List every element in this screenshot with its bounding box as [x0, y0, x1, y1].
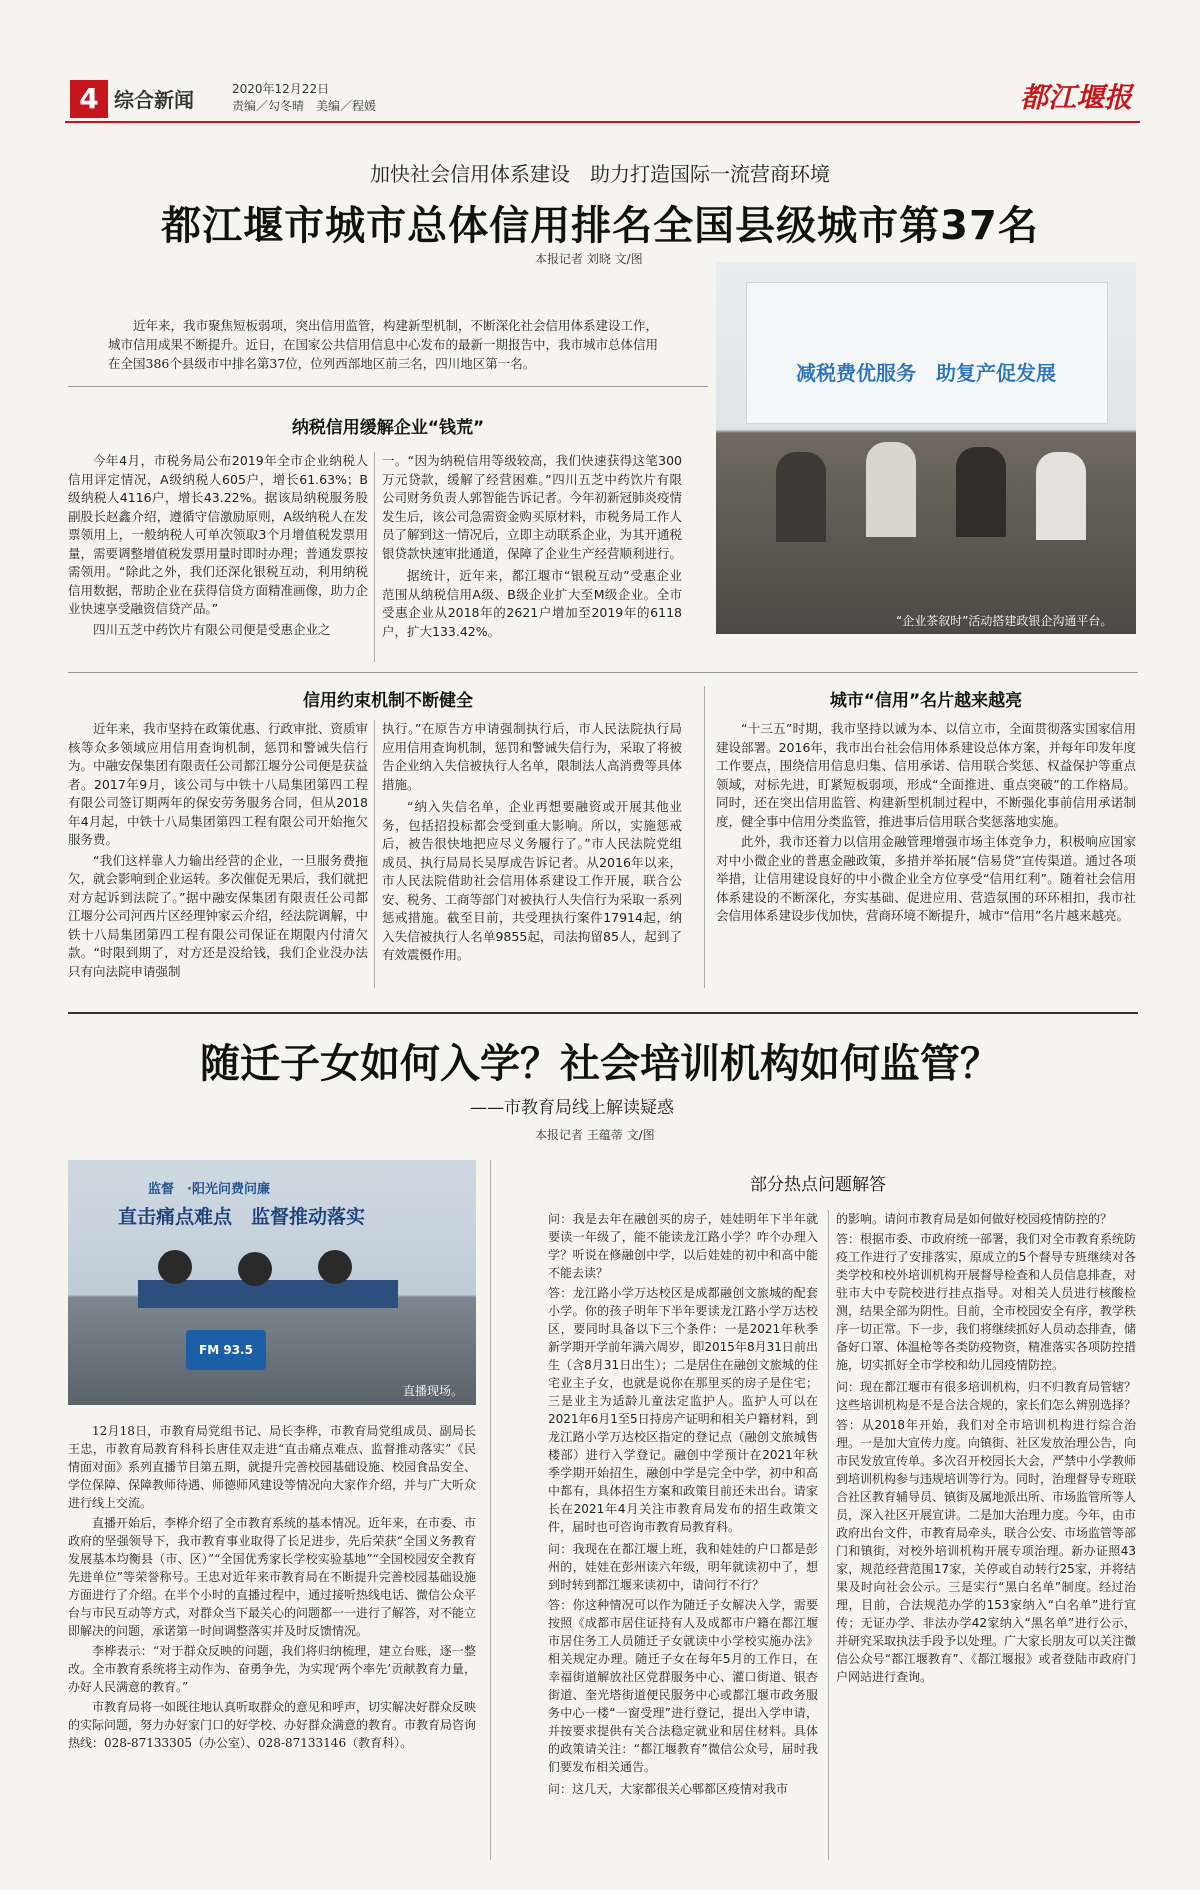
person-silhouette — [866, 442, 916, 537]
sub2-col1 — [68, 720, 368, 983]
paragraph: “纳入失信名单，企业再想要融资或开展其他业务，包括招投标都会受到重大影响。所以，实施惩戒后，被告很快地把应尽义务履行了。”市人民法院党组成员、执行局局长吴厚成告诉记者。从2016年以来，市人民法院借助社会信用体系建设工作开展，联合公安、税务、工商等部门对被执行人失信行为采取一系列惩戒措施。截至目前，共受理执行案件17914起，纳入失信被执行人名单9855起，司法拘留85人，起到了有效震慑作用。 — [382, 799, 683, 962]
issue-date: 2020年12月22日 — [232, 82, 330, 96]
column-rule — [374, 720, 375, 988]
paragraph: 市教育局将一如既往地认真听取群众的意见和呼声，切实解决好群众反映的实际问题，努力办好家门口的好学校、办好群众满意的教育。市教育局咨询热线：028-87133305（办公室）、028-87133146（教育科）。 — [68, 1700, 477, 1750]
sub3-title: 城市“信用”名片越来越亮 — [829, 691, 1023, 711]
question: 问：现在都江堰市有很多培训机构，归不归教育局管辖？这些培训机构是不是合法合规的，家长们怎么辨别选择？ — [836, 1380, 1137, 1412]
fm-logo: FM 93.5 — [186, 1330, 266, 1370]
qa-col2 — [836, 1210, 1136, 1690]
answer: 答：从2018年开始，我们对全市培训机构进行综合治理。一是加大宣传力度。向镇街、社区发放治理公告，向市民发放宣传单。多次召开校园长大会，严禁中小学教师到培训机构参与违规培训等行为。同时，治理督导专班联合社区教育辅导员、镇街及属地派出所、市场监管所等人员，深入社区开展宣讲。二是加大治理力度。今年，由市政府出台文件，市教育局牵头，联合公安、市场监管等部门和镇街，对校外培训机构开展专项治理。新办证照43家，规范经营范围17家，关停或自动转行25家，并将结果及时向社会公示。三是实行“黑白名单”制度。经过治理，目前，合法规范办学的153家纳入“白名单”进行宣传；无证办学、非法办学42家纳入“黑名单”进行公示，并研究采取执法手段予以处理。广大家长朋友可以关注微信公众号“都江堰教育”、《都江堰报》或者登陆市政府门户网站进行查询。 — [836, 1418, 1137, 1684]
column-rule — [704, 686, 705, 988]
paragraph: “十三五”时期，我市坚持以诚为本、以信立市，全面贯彻落实国家信用建设部署。2016年，我市出台社会信用体系建设总体方案，并每年印发年度工作要点，围绕信用信息归集、信用承诺、信用联合奖惩、权益保护等重点领域，对标先进，盯紧短板弱项，形成“全面推进、重点突破”的工作格局。同时，还在突出信用监管、构建新型机制过程中，不断强化事前信用承诺制度，健全事中信用分类监管，推进事后信用联合奖惩落地实施。 — [716, 721, 1136, 829]
paragraph: 四川五芝中药饮片有限公司便是受惠企业之 — [93, 621, 331, 637]
story1-headline: 都江堰市城市总体信用排名全国县级城市第37名 — [161, 203, 1039, 249]
story1-lead: 近年来，我市聚焦短板弱项，突出信用监管，构建新型机制，不断深化社会信用体系建设工作，城市信用成果不断提升。近日，在国家公共信用信息中心发布的最新一期报告中，我市城市总体信用在全国386个县级市中排名第37位，位列西部地区前三名，四川地区第一名。 — [108, 318, 659, 371]
photo-top-text: 监督 ·阳光问费问廉 — [148, 1182, 270, 1197]
sub1-col1 — [68, 452, 368, 641]
dateline — [232, 81, 376, 115]
page-number: 4 — [70, 80, 108, 118]
story2-byline: 本报记者 王蕴蒂 文/图 — [535, 1128, 655, 1142]
answer: 答：根据市委、市政府统一部署，我们对全市教育系统防疫工作进行了安排落实，原成立的5个督导专班继续对各类学校和校外培训机构开展督导检查和人员信息排查，对驻市大中专院校进行挂点指导。对相关人员进行核酸检测，结果全部为阴性。目前，全市校园安全有序，教学秩序一切正常。下一步，我们将继续抓好人员动态排查，储备好口罩、体温枪等各类防疫物资，精准落实各项防控措施，切实抓好全市学校和幼儿园疫情防控。 — [836, 1232, 1137, 1372]
question: 问：我现在在都江堰上班，我和娃娃的户口都是彭州的，娃娃在彭州读六年级，明年就读初中了，想到时转到都江堰来读初中，请问行不行？ — [548, 1542, 818, 1592]
lead-rule — [68, 386, 708, 387]
sub2-title: 信用约束机制不断健全 — [303, 691, 473, 711]
person-silhouette — [158, 1250, 192, 1284]
sub1-title: 纳税信用缓解企业“钱荒” — [291, 418, 485, 438]
paragraph: 近年来，我市坚持在政策优惠、行政审批、资质审核等众多领域应用信用查询机制，惩罚和警诫失信行为。中融安保集团有限责任公司都江堰分公司便是获益者。2017年9月，该公司与中铁十八局集团第四工程有限公司签订期两年的保安劳务服务合同，但从2018年4月起，中铁十八局集团第四工程有限公司开始拖欠服务费。 — [68, 721, 369, 847]
story2-headline: 随迁子女如何入学？社会培训机构如何监管？ — [200, 1041, 1000, 1087]
section-rule — [68, 672, 1138, 673]
story2-photo-caption: 直播现场。 — [403, 1384, 464, 1398]
person-silhouette — [238, 1252, 272, 1286]
paragraph: 据统计，近年来，都江堰市“银税互动”受惠企业范围从纳税信用A级、B级企业扩大至M级企业。全市受惠企业从2018年的2621户增加至2019年的6118户，扩大133.42%。 — [382, 568, 682, 639]
photo-banner: 减税费优服务 助复产促发展 — [796, 361, 1056, 385]
question: 的影响。请问市教育局是如何做好校园疫情防控的？ — [836, 1212, 1113, 1226]
column-rule — [828, 1210, 829, 1860]
person-silhouette — [1036, 452, 1086, 540]
question: 问：我是去年在融创买的房子，娃娃明年下半年就要读一年级了，能不能读龙江路小学？咋个办理入学？听说在修融创中学，以后娃娃的初中和高中能不能去读？ — [548, 1212, 818, 1280]
sub1-col2 — [382, 452, 682, 643]
answer: 答：龙江路小学万达校区是成都融创文旅城的配套小学。你的孩子明年下半年要读龙江路小学万达校区，要同时具备以下三个条件：一是2021年秋季新学期开学前年满六周岁，即2015年8月31日前出生（含8月31日出生）；二是居住在融创文旅城的住宅业主子女，也就是说你在那里买的房子是住宅；三是业主为适龄儿童法定监护人。监护人可以在2021年6月1至5日持房产证明和相关户籍材料，到龙江路小学万达校区指定的登记点（融创文旅城售楼部）进行入学登记。融创中学预计在2021年秋季学期开始招生，融创中学是完全中学，初中和高中都有，具体招生方案和政策目前还未出台。请家长在2021年4月关注市教育局发布的招生政策文件，届时也可咨询市教育局教育科。 — [548, 1286, 818, 1534]
person-silhouette — [956, 447, 1006, 537]
editors: 责编／勾冬晴 美编／程媛 — [232, 99, 377, 113]
story1-byline: 本报记者 刘晓 文/图 — [535, 252, 643, 266]
story-divider — [68, 1012, 1138, 1014]
photo-banner: 直击痛点难点 监督推动落实 — [118, 1206, 366, 1228]
paragraph: “我们这样靠人力输出经营的企业，一旦服务费拖欠，就会影响到企业运转。多次催促无果后，我们就把对方起诉到法院了。”据中融安保集团有限责任公司都江堰分公司河西片区经理钟家云介绍，经法院调解，中铁十八局集团第四工程有限公司保证在期限内付清欠款。“时限到期了，对方还是没给钱，我们企业没办法只有向法院申请强制 — [68, 852, 369, 979]
paragraph: 一。“因为纳税信用等级较高，我们快速获得这笔300万元贷款，缓解了经营困难。”四川五芝中药饮片有限公司财务负责人郭智能告诉记者。今年初新冠肺炎疫情发生后，该公司急需资金购买原材料，市税务局工作人员了解到这一情况后，立即主动联系企业，为其开通税银贷款快速审批通道，保障了企业生产经营顺利进行。 — [382, 453, 683, 561]
person-silhouette — [318, 1250, 352, 1284]
story1-photo-caption: “企业茶叙时”活动搭建政银企沟通平台。 — [896, 614, 1113, 628]
sub2-col2 — [382, 720, 682, 967]
story2-photo — [68, 1160, 476, 1405]
paragraph: 12月18日，市教育局党组书记、局长李桦，市教育局党组成员、副局长王忠，市教育局教育科科长唐佳双走进“直击痛点难点、监督推动落实”《民情面对面》系列直播节目第五期，就提升完善校园基础设施、校园食品安全、学位保障、保障教师待遇、师德师风建设等情况向大家作介绍，并与广大听众进行线上交流。 — [68, 1424, 477, 1510]
section-name: 综合新闻 — [114, 88, 194, 112]
question: 问：这几天，大家都很关心郫都区疫情对我市 — [548, 1782, 789, 1796]
story2-subtitle: ——市教育局线上解读疑惑 — [470, 1098, 674, 1118]
paragraph: 执行。”在原告方申请强制执行后，市人民法院执行局应用信用查询机制，惩罚和警诫失信行为，采取了将被告企业纳入失信被执行人名单，限制法人高消费等具体措施。 — [382, 721, 683, 792]
story1-kicker: 加快社会信用体系建设 助力打造国际一流营商环境 — [370, 162, 830, 186]
sub3-body — [716, 720, 1136, 928]
paragraph: 直播开始后，李桦介绍了全市教育系统的基本情况。近年来，在市委、市政府的坚强领导下，我市教育事业取得了长足进步，先后荣获“全国义务教育发展基本均衡县（市、区）”“全国优秀家长学校实验基地”“全国校园安全教育先进单位”等荣誉称号。王忠对近年来市教育局在不断提升完善校园基础设施方面进行了介绍。在半个小时的直播过程中，通过接听热线电话、微信公众平台与市民互动等方式，对群众当下最关心的问题都一一进行了解答，对不能立即解决的问题，承诺第一时间调整落实并及时反馈情况。 — [68, 1516, 477, 1638]
answer: 答：你这种情况可以作为随迁子女解决入学，需要按照《成都市居住证持有人及成都市户籍在都江堰市居住务工人员随迁子女就读中小学校实施办法》相关规定办理。随迁子女在每年5月的工作日，在幸福街道解放社区党群服务中心、灌口街道、银杏街道、奎光塔街道便民服务中心或都江堰市政务服务中心一楼“一窗受理”进行登记，提出入学申请，并按要求提供有关合法稳定就业和居住材料。具体的政策请关注：“都江堰教育”微信公众号，届时我们要发布相关通告。 — [548, 1598, 818, 1774]
paragraph: 此外，我市还着力以信用金融管理增强市场主体竞争力，积极响应国家对中小微企业的普惠金融政策，多措并举拓展“信易贷”宣传渠道。通过各项举措，让信用建设良好的中小微企业全方位享受“信用红利”。随着社会信用体系建设的不断深化，夯实基础、促进应用、营造氛围的环环相扣，我市社会信用体系建设步伐加快，营商环境不断提升，城市“信用”名片越来越亮。 — [716, 834, 1136, 923]
paragraph: 今年4月，市税务局公布2019年全市企业纳税人信用评定情况，A级纳税人605户，增长61.63%；B级纳税人4116户，增长43.22%。据该局纳税服务股副股长赵鑫介绍，遵循守信激励原则，A级纳税人在发票领用上，一般纳税人可单次领取3个月增值税发票用量，需要调整增值税发票用量时即时办理；普通发票按需领用。“除此之外，我们还深化银税互动，利用纳税信用数据，帮助企业在获得信贷方面精准画像，助力企业快速享受融资信贷产品。” — [68, 453, 369, 616]
qa-title: 部分热点问题解答 — [750, 1175, 886, 1195]
backdrop-board — [746, 282, 1108, 424]
header-rule — [65, 121, 1140, 123]
story1-photo — [716, 262, 1136, 634]
column-rule — [374, 452, 375, 662]
story2-intro — [68, 1422, 476, 1754]
paragraph: 李桦表示：“对于群众反映的问题，我们将归纳梳理，建立台账，逐一整改。全市教育系统将主动作为、奋勇争先，为实现‘两个率先’贡献教育力量，办好人民满意的教育。” — [68, 1644, 476, 1694]
broadcast-desk — [138, 1280, 398, 1308]
column-rule — [490, 1160, 491, 1860]
newspaper-logo: 都江堰报 — [1020, 81, 1133, 114]
person-silhouette — [776, 452, 826, 542]
qa-col1 — [548, 1210, 818, 1800]
